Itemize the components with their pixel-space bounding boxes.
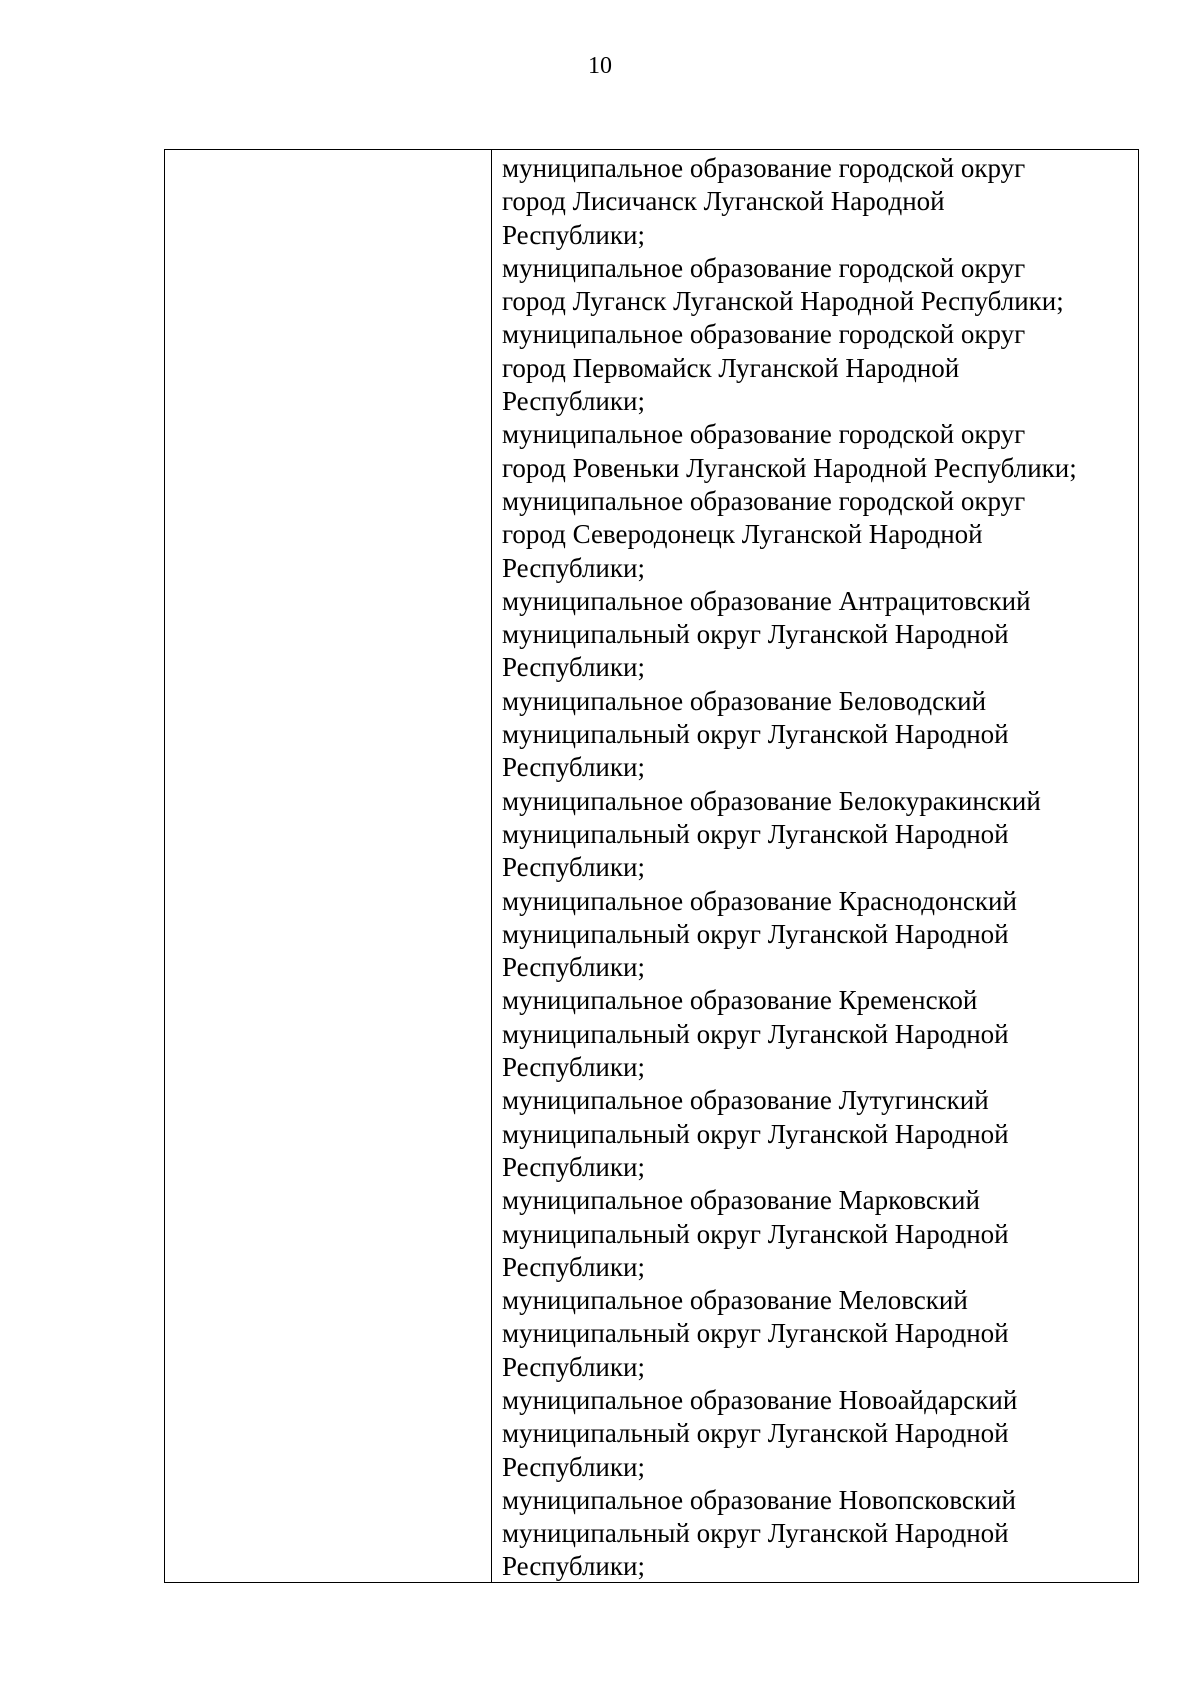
entry-line: Республики; (502, 1151, 645, 1182)
entry-line: Республики; (502, 1052, 645, 1083)
entry-line: город Северодонецк Луганской Народной (502, 519, 983, 550)
entry-line: Республики; (502, 219, 645, 250)
table-right-cell (492, 150, 1138, 1582)
entry-line: муниципальное образование Марковский (502, 1185, 980, 1216)
entry-line: муниципальное образование Беловодский (502, 685, 987, 716)
municipality-entry (502, 1384, 1130, 1484)
municipality-entry (502, 252, 1130, 319)
table-left-cell (165, 150, 492, 1582)
entry-line: муниципальное образование Белокуракинский (502, 785, 1041, 816)
entry-line: муниципальное образование Новоайдарский (502, 1384, 1018, 1415)
municipality-entry (502, 1284, 1130, 1384)
entry-line: Республики; (502, 752, 645, 783)
entry-line: муниципальное образование городской округ (502, 153, 1026, 183)
municipality-entry (502, 885, 1130, 985)
entry-line: муниципальный округ Луганской Народной (502, 1118, 1009, 1149)
entry-line: муниципальный округ Луганской Народной (502, 719, 1009, 750)
entry-line: муниципальное образование городской округ (502, 419, 1026, 450)
entry-line: муниципальный округ Луганской Народной (502, 918, 1009, 949)
entry-line: город Лисичанск Луганской Народной (502, 186, 945, 217)
entry-line: муниципальное образование Лутугинский (502, 1085, 989, 1116)
entry-line: муниципальный округ Луганской Народной (502, 1018, 1009, 1049)
municipality-entry (502, 418, 1130, 485)
entry-line: муниципальное образование городской округ (502, 252, 1026, 283)
entry-line: муниципальный округ Луганской Народной (502, 1418, 1009, 1449)
entry-line: Республики; (502, 386, 645, 417)
entry-line: муниципальное образование Новопсковский (502, 1484, 1016, 1515)
entry-line: город Первомайск Луганской Народной (502, 352, 960, 383)
entry-line: муниципальный округ Луганской Народной (502, 1518, 1009, 1549)
entry-line: Республики; (502, 952, 645, 983)
entry-line: муниципальный округ Луганской Народной (502, 1218, 1009, 1249)
municipality-entry (502, 1184, 1130, 1284)
entry-line: Республики; (502, 1551, 645, 1582)
entry-line: муниципальное образование Антрацитовский (502, 585, 1031, 616)
page-number: 10 (588, 53, 612, 79)
municipality-entry (502, 685, 1130, 785)
entry-line: Республики; (502, 552, 645, 583)
municipality-entry (502, 152, 1130, 252)
entry-line: Республики; (502, 1351, 645, 1382)
entry-line: Республики; (502, 652, 645, 683)
municipality-entry (502, 1484, 1130, 1584)
entry-line: муниципальное образование Кременской (502, 985, 978, 1016)
entry-line: Республики; (502, 852, 645, 883)
entry-line: город Луганск Луганской Народной Республики; (502, 286, 1064, 317)
entry-line: город Ровеньки Луганской Народной Республики; (502, 452, 1077, 483)
entry-line: муниципальное образование городской округ (502, 319, 1026, 350)
entry-line: муниципальное образование городской округ (502, 485, 1026, 516)
entry-line: муниципальный округ Луганской Народной (502, 818, 1009, 849)
municipality-entry (502, 1084, 1130, 1184)
municipality-entry (502, 984, 1130, 1084)
municipality-entry (502, 785, 1130, 885)
entry-line: муниципальное образование Меловский (502, 1285, 968, 1316)
municipality-entry (502, 485, 1130, 585)
municipality-entry (502, 585, 1130, 685)
entry-line: муниципальный округ Луганской Народной (502, 1318, 1009, 1349)
entry-line: Республики; (502, 1451, 645, 1482)
entry-line: муниципальное образование Краснодонский (502, 885, 1017, 916)
municipality-entry (502, 318, 1130, 418)
entry-line: муниципальный округ Луганской Народной (502, 619, 1009, 650)
document-table (164, 149, 1139, 1583)
entry-line: Республики; (502, 1251, 645, 1282)
